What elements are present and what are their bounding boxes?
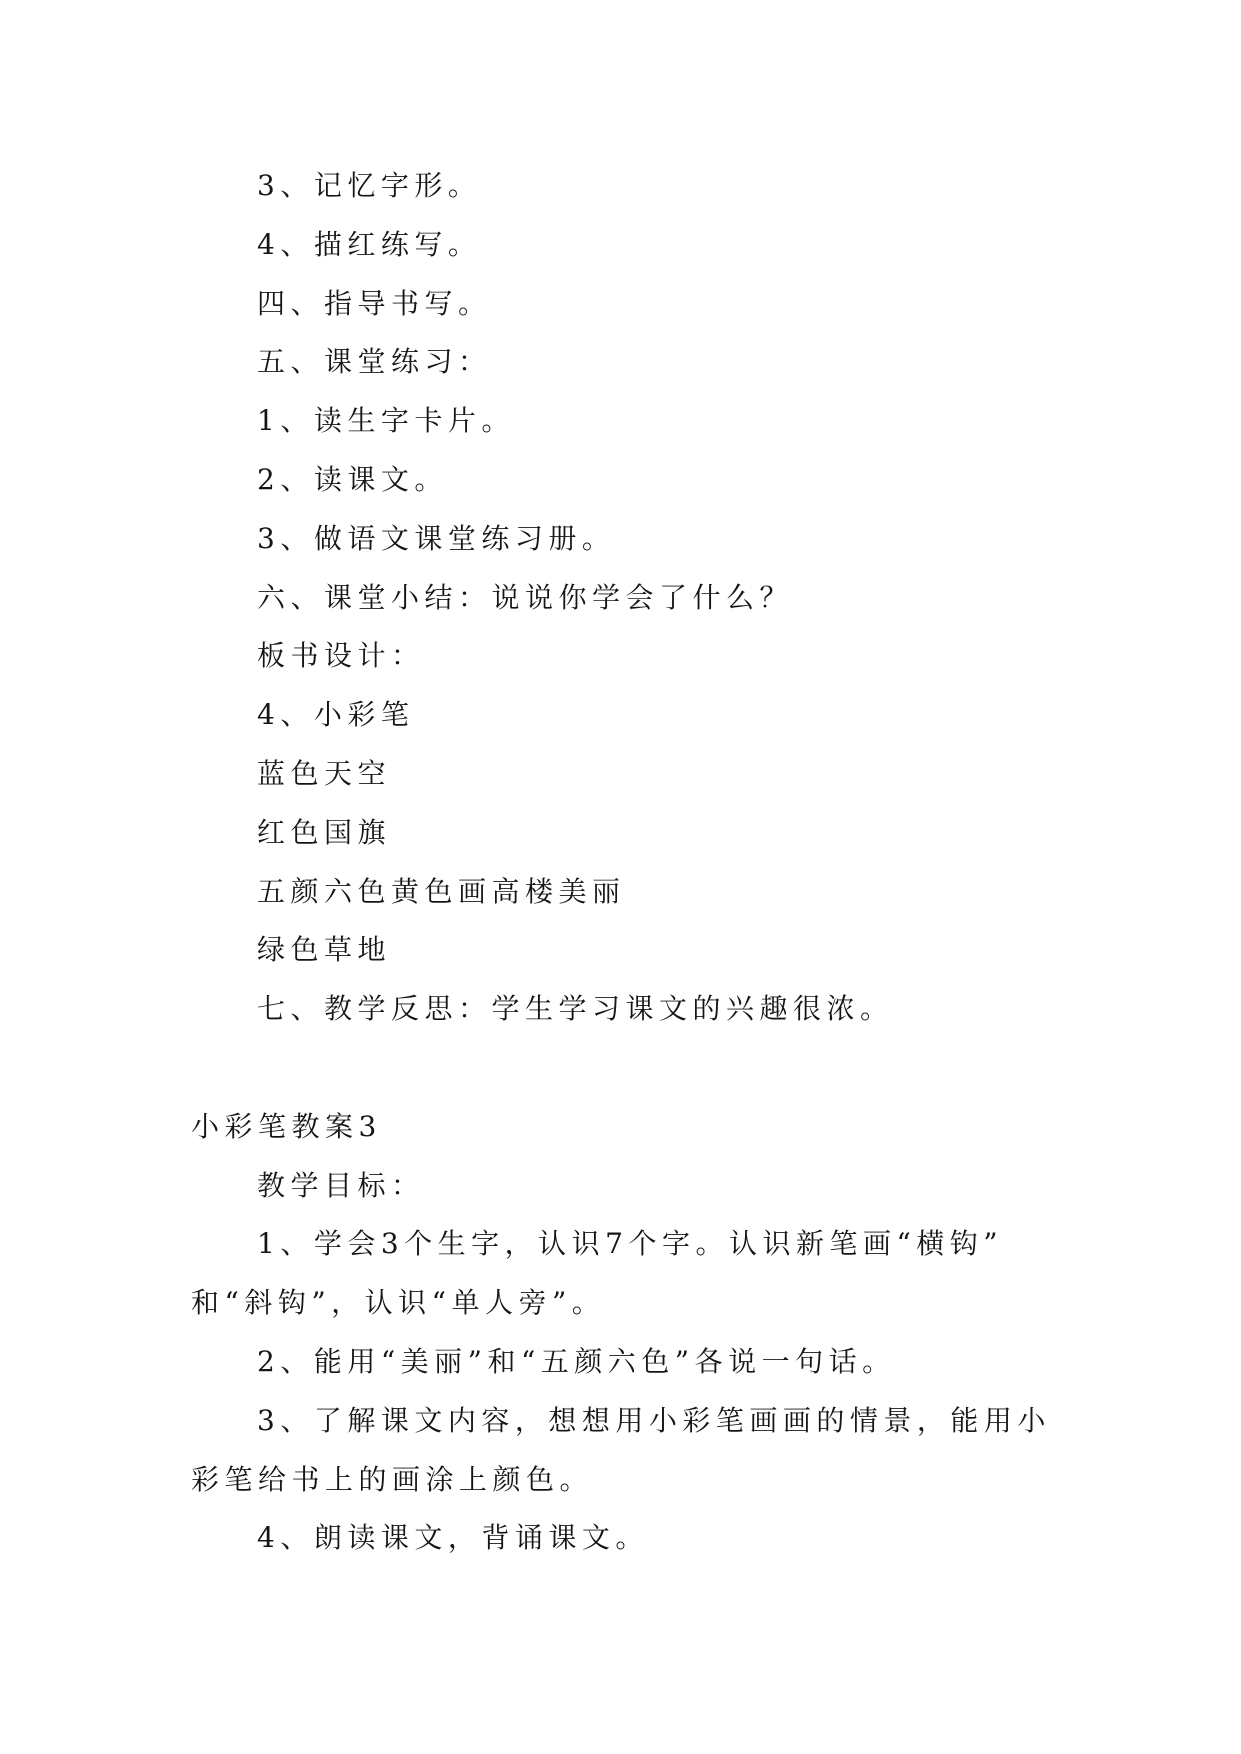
board-design-heading: 板书设计： <box>257 639 425 673</box>
list-item: 2、读课文。 <box>257 462 448 496</box>
objective-line: 4、朗读课文，背诵课文。 <box>257 1521 649 1555</box>
objectives-heading: 教学目标： <box>257 1168 425 1202</box>
objective-line: 2、能用“美丽”和“五颜六色”各说一句话。 <box>257 1344 896 1378</box>
section-heading: 五、课堂练习： <box>257 345 492 379</box>
list-item: 3、记忆字形。 <box>257 169 482 202</box>
blank-line <box>191 1039 1058 1098</box>
board-design-line: 绿色草地 <box>257 933 392 967</box>
objective-line: 和“斜钩”，认识“单人旁”。 <box>191 1286 606 1320</box>
list-item: 1、读生字卡片。 <box>257 404 515 438</box>
list-item: 3、做语文课堂练习册。 <box>257 521 616 555</box>
document-title: 小彩笔教案3 <box>191 1109 382 1143</box>
section-heading: 四、指导书写。 <box>257 286 492 320</box>
reflection-paragraph: 七、教学反思：学生学习课文的兴趣很浓。 <box>257 992 894 1026</box>
objective-line: 彩笔给书上的画涂上颜色。 <box>191 1462 594 1496</box>
board-design-line: 红色国旗 <box>257 815 392 849</box>
board-design-line: 4、小彩笔 <box>257 698 415 732</box>
objective-line: 1、学会3个生字，认识7个字。认识新笔画“横钩” <box>257 1227 1004 1261</box>
board-design-line: 五颜六色黄色画高楼美丽 <box>257 874 626 908</box>
list-item: 4、描红练写。 <box>257 227 482 261</box>
section-heading: 六、课堂小结：说说你学会了什么？ <box>257 580 794 614</box>
document-body <box>191 157 1058 1568</box>
objective-line: 3、了解课文内容，想想用小彩笔画画的情景，能用小 <box>257 1403 1051 1437</box>
board-design-line: 蓝色天空 <box>257 756 392 790</box>
